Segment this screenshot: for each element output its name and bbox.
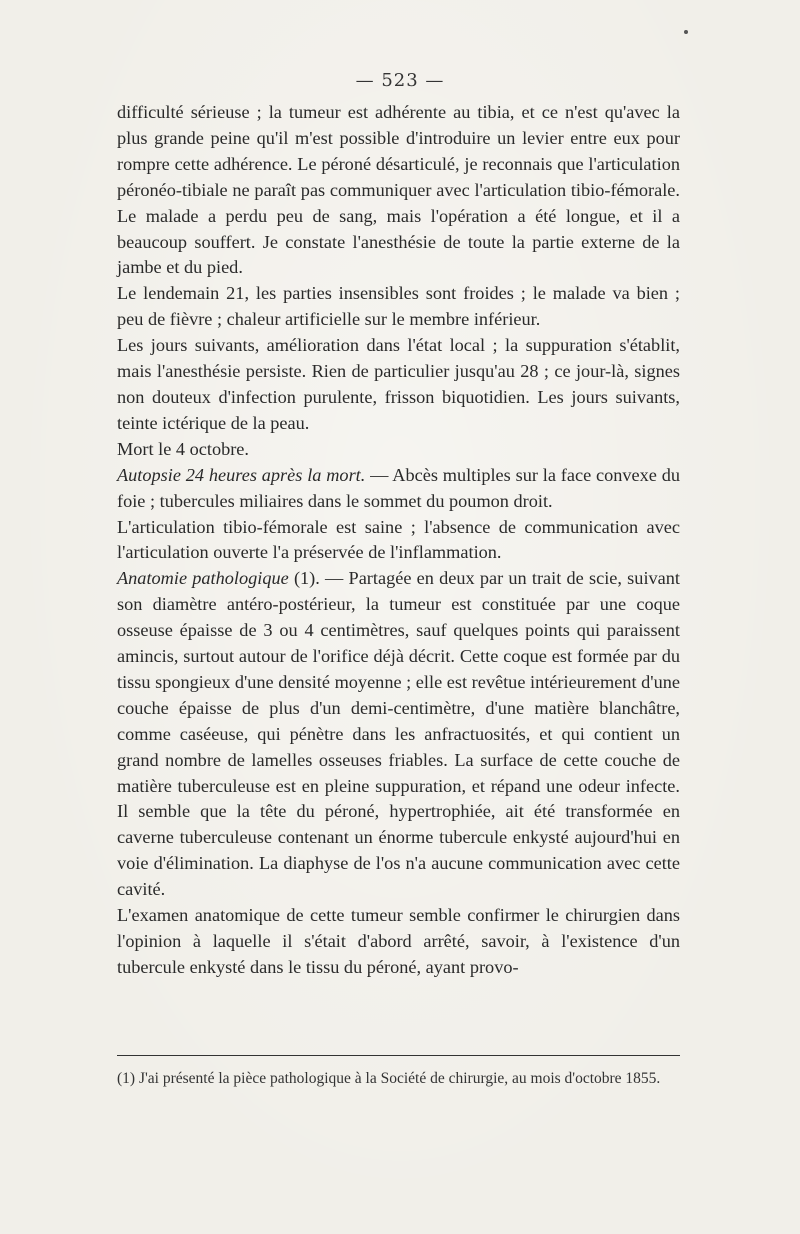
footnote: (1) J'ai présenté la pièce pathologique à la Société de chirurgie, au mois d'octobre 1855. <box>117 1070 661 1087</box>
paragraph-1 <box>117 100 680 281</box>
paragraph-6-text: L'articulation tibio-fémorale est saine ; l'absence de communication avec l'articulation ouverte l'a préservée de l'inflammation. <box>117 516 680 563</box>
pathology-heading: Anatomie pathologique <box>117 568 289 589</box>
scan-speck <box>684 30 688 34</box>
paragraph-4-text: Mort le 4 octobre. <box>117 438 249 459</box>
body-text <box>117 100 680 981</box>
paragraph-1-text: difficulté sérieuse ; la tumeur est adhérente au tibia, et ce n'est qu'avec la plus grande peine qu'il m'est possible d'introduire un levier entre eux pour rompre cette adhérence. Le péroné désarticulé, je reconnais que l'articulation péronéo-tibiale ne paraît pas communiquer avec l'articulation tibio-fémorale. Le malade a perdu peu de sang, mais l'opération a été longue, et il a beaucoup souffert. Je constate l'anesthésie de toute la partie externe de la jambe et du pied. <box>117 102 680 278</box>
paragraph-2 <box>117 281 680 333</box>
paragraph-8 <box>117 903 680 981</box>
paragraph-7-text: (1). — Partagée en deux par un trait de scie, suivant son diamètre antéro-postérieur, la tumeur est constituée par une coque osseuse épaisse de 3 ou 4 centimètres, sauf quelques points qui paraissent amincis, surtout autour de l'orifice déjà décrit. Cette coque est formée par du tissu spongieux d'une densité moyenne ; elle est revêtue intérieurement d'une couche épaisse de plus d'un demi-centimètre, d'une matière blanchâtre, comme caséeuse, qui pénètre dans les anfractuosités, et qui contient un grand nombre de lamelles osseuses friables. La surface de cette couche de matière tuberculeuse est en pleine suppuration, et répand une odeur infecte. Il semble que la tête du péroné, hypertrophiée, ait été transformée en caverne tuberculeuse contenant un énorme tubercule enkysté aujourd'hui en voie d'élimination. La diaphyse de l'os n'a aucune communication avec cette cavité. <box>117 568 680 900</box>
paragraph-6 <box>117 515 680 567</box>
autopsy-heading: Autopsie 24 heures après la mort. <box>117 464 366 485</box>
page-number: — 523 — <box>355 70 445 91</box>
paragraph-8-text: L'examen anatomique de cette tumeur semble confirmer le chirurgien dans l'opinion à laquelle il s'était d'abord arrêté, savoir, à l'existence d'un tubercule enkysté dans le tissu du péroné, ayant provo- <box>117 905 680 977</box>
paragraph-5 <box>117 463 680 515</box>
paragraph-3 <box>117 333 680 437</box>
paragraph-2-text: Le lendemain 21, les parties insensibles sont froides ; le malade va bien ; peu de fièvre ; chaleur artificielle sur le membre inférieur. <box>117 283 680 330</box>
paragraph-3-text: Les jours suivants, amélioration dans l'état local ; la suppuration s'établit, mais l'anesthésie persiste. Rien de particulier jusqu'au 28 ; ce jour-là, signes non douteux d'infection purulente, frisson biquotidien. Les jours suivants, teinte ictérique de la peau. <box>117 335 680 433</box>
paragraph-5-text: — Abcès multiples sur la face convexe du foie ; tubercules miliaires dans le sommet du poumon droit. <box>117 464 681 511</box>
paragraph-7 <box>117 566 680 903</box>
footnote-rule <box>117 1055 680 1056</box>
paragraph-4 <box>117 437 680 463</box>
